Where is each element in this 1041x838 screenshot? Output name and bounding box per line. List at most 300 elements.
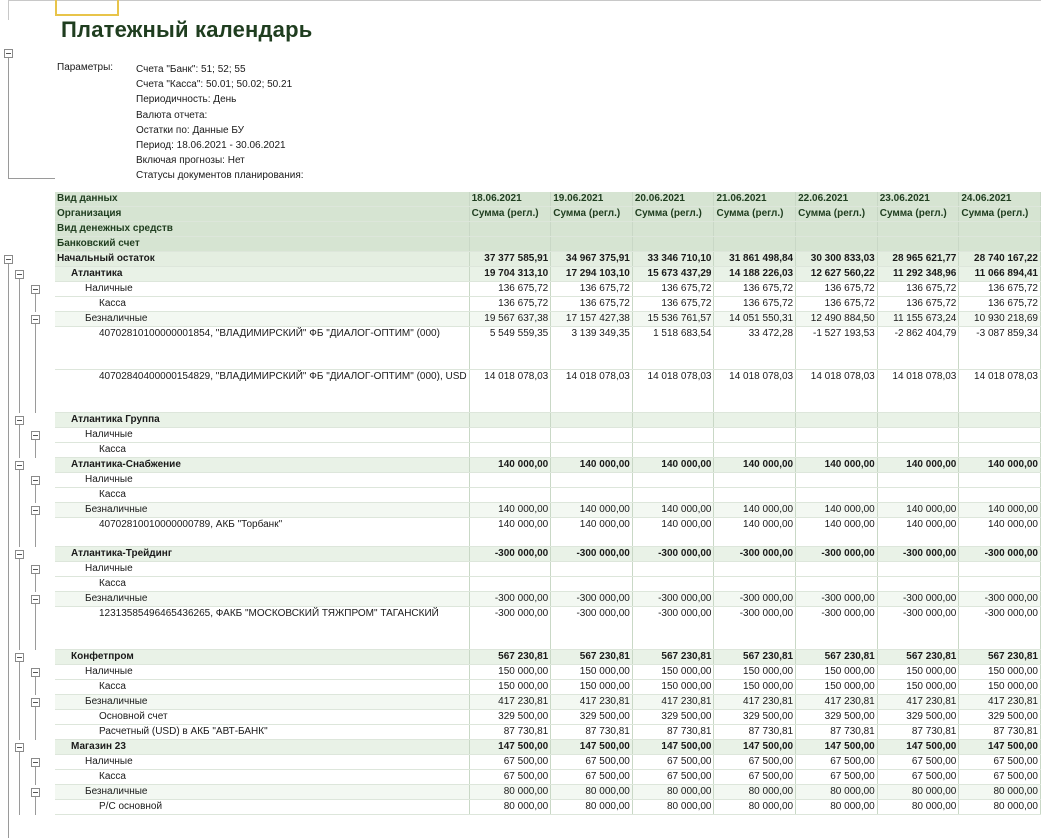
value-cell[interactable]: 80 000,00 [469,800,551,815]
row-label: Магазин 23 [55,740,469,755]
value-cell[interactable] [796,428,878,443]
value-cell[interactable]: 140 000,00 [877,503,959,518]
value-cell[interactable]: 17 294 103,10 [551,267,633,282]
value-cell[interactable]: 140 000,00 [632,458,714,473]
table-row[interactable] [55,770,1041,785]
value-cell[interactable] [551,443,633,458]
value-cell[interactable]: 140 000,00 [959,518,1041,547]
value-cell[interactable]: 140 000,00 [551,518,633,547]
row-label: Начальный остаток [55,252,469,267]
table-row[interactable] [55,577,1041,592]
outline-line [35,327,36,370]
value-cell[interactable]: 150 000,00 [959,680,1041,695]
collapse-params-button[interactable] [4,49,13,58]
value-cell[interactable]: 80 000,00 [959,800,1041,815]
value-cell[interactable]: 14 018 078,03 [877,370,959,413]
value-cell[interactable]: 11 066 894,41 [959,267,1041,282]
value-cell[interactable]: 1 518 683,54 [632,327,714,370]
sum-header: Сумма (регл.) [959,207,1041,222]
header-empty [469,237,551,252]
value-cell[interactable] [551,428,633,443]
value-cell[interactable]: 136 675,72 [551,282,633,297]
value-cell[interactable]: 80 000,00 [714,785,796,800]
opening-balance-row[interactable] [55,252,1041,267]
table-row[interactable] [55,428,1041,443]
value-cell[interactable]: 87 730,81 [796,725,878,740]
row-label: Атлантика Группа [55,413,469,428]
param-line: Счета "Касса": 50.01; 50.02; 50.21 [136,79,293,91]
table-row[interactable] [55,518,1041,547]
date-header: 21.06.2021 [714,192,796,207]
collapse-group-button[interactable] [31,758,40,767]
header-empty [877,237,959,252]
value-cell[interactable] [959,428,1041,443]
collapse-opening-button[interactable] [4,255,13,264]
row-label: Атлантика-Снабжение [55,458,469,473]
value-cell[interactable]: 417 230,81 [469,695,551,710]
value-cell[interactable] [877,413,959,428]
value-cell[interactable]: 80 000,00 [632,800,714,815]
value-cell[interactable]: 150 000,00 [959,665,1041,680]
value-cell[interactable]: 140 000,00 [469,458,551,473]
value-cell[interactable]: 80 000,00 [796,785,878,800]
date-header: 23.06.2021 [877,192,959,207]
value-cell[interactable]: 3 139 349,35 [551,327,633,370]
value-cell[interactable]: 14 018 078,03 [959,370,1041,413]
value-cell[interactable]: 15 536 761,57 [632,312,714,327]
value-cell[interactable] [632,473,714,488]
value-cell[interactable]: 567 230,81 [632,650,714,665]
value-cell[interactable]: 147 500,00 [959,740,1041,755]
collapse-org-button[interactable] [15,743,24,752]
value-cell[interactable]: 147 500,00 [551,740,633,755]
value-cell[interactable]: 14 018 078,03 [469,370,551,413]
header-empty [959,237,1041,252]
row-label: Основной счет [55,710,469,725]
table-row[interactable] [55,413,1041,428]
value-cell[interactable]: 33 346 710,10 [632,252,714,267]
value-cell[interactable] [959,577,1041,592]
value-cell[interactable]: 14 018 078,03 [632,370,714,413]
value-cell[interactable]: 150 000,00 [632,665,714,680]
value-cell[interactable]: 30 300 833,03 [796,252,878,267]
value-cell[interactable]: 28 740 167,22 [959,252,1041,267]
value-cell[interactable]: -300 000,00 [469,547,551,562]
value-cell[interactable]: 11 155 673,24 [877,312,959,327]
value-cell[interactable] [714,562,796,577]
value-cell[interactable]: -300 000,00 [877,607,959,650]
value-cell[interactable]: 19 567 637,38 [469,312,551,327]
value-cell[interactable]: 31 861 498,84 [714,252,796,267]
value-cell[interactable]: -300 000,00 [959,547,1041,562]
value-cell[interactable]: -300 000,00 [714,607,796,650]
table-row[interactable] [55,488,1041,503]
value-cell[interactable]: 80 000,00 [714,800,796,815]
value-cell[interactable]: 67 500,00 [714,770,796,785]
value-cell[interactable]: 567 230,81 [877,650,959,665]
value-cell[interactable]: 417 230,81 [551,695,633,710]
value-cell[interactable] [551,473,633,488]
value-cell[interactable]: -3 087 859,34 [959,327,1041,370]
value-cell[interactable]: 136 675,72 [632,282,714,297]
table-row[interactable] [55,503,1041,518]
value-cell[interactable]: 136 675,72 [877,297,959,312]
value-cell[interactable]: 329 500,00 [632,710,714,725]
value-cell[interactable]: 87 730,81 [551,725,633,740]
value-cell[interactable] [877,473,959,488]
value-cell[interactable]: 140 000,00 [959,503,1041,518]
value-cell[interactable]: 67 500,00 [469,770,551,785]
value-cell[interactable]: -300 000,00 [632,592,714,607]
value-cell[interactable]: 17 157 427,38 [551,312,633,327]
collapse-group-button[interactable] [31,788,40,797]
param-line: Статусы документов планирования: [136,170,304,182]
value-cell[interactable] [714,577,796,592]
value-cell[interactable]: 67 500,00 [877,755,959,770]
selected-cell[interactable] [55,0,119,16]
value-cell[interactable]: 10 930 218,69 [959,312,1041,327]
header-row [55,237,1041,252]
value-cell[interactable]: 140 000,00 [551,458,633,473]
value-cell[interactable]: 136 675,72 [469,282,551,297]
value-cell[interactable]: -300 000,00 [796,592,878,607]
value-cell[interactable] [551,562,633,577]
value-cell[interactable]: 67 500,00 [469,755,551,770]
value-cell[interactable] [877,562,959,577]
outline-line [19,518,20,547]
value-cell[interactable]: 150 000,00 [632,680,714,695]
value-cell[interactable]: 67 500,00 [551,755,633,770]
value-cell[interactable]: 147 500,00 [714,740,796,755]
value-cell[interactable]: 87 730,81 [632,725,714,740]
value-cell[interactable]: 80 000,00 [796,800,878,815]
value-cell[interactable] [551,577,633,592]
value-cell[interactable]: 150 000,00 [469,680,551,695]
outline-line [8,58,9,178]
value-cell[interactable] [714,428,796,443]
value-cell[interactable]: 140 000,00 [877,518,959,547]
value-cell[interactable]: 136 675,72 [714,297,796,312]
value-cell[interactable]: 87 730,81 [714,725,796,740]
collapse-group-button[interactable] [31,285,40,294]
table-row[interactable] [55,680,1041,695]
value-cell[interactable]: 33 472,28 [714,327,796,370]
value-cell[interactable]: 140 000,00 [877,458,959,473]
value-cell[interactable] [877,443,959,458]
value-cell[interactable]: 329 500,00 [551,710,633,725]
value-cell[interactable]: 329 500,00 [877,710,959,725]
value-cell[interactable]: 150 000,00 [469,665,551,680]
table-row[interactable] [55,740,1041,755]
value-cell[interactable] [714,488,796,503]
value-cell[interactable]: 150 000,00 [796,680,878,695]
value-cell[interactable]: 80 000,00 [877,785,959,800]
value-cell[interactable]: 80 000,00 [551,800,633,815]
value-cell[interactable] [796,443,878,458]
table-row[interactable] [55,473,1041,488]
value-cell[interactable] [632,413,714,428]
value-cell[interactable]: 67 500,00 [632,755,714,770]
value-cell[interactable] [469,413,551,428]
value-cell[interactable]: 567 230,81 [469,650,551,665]
value-cell[interactable]: 80 000,00 [959,785,1041,800]
table-row[interactable] [55,297,1041,312]
value-cell[interactable]: 12 490 884,50 [796,312,878,327]
value-cell[interactable]: 67 500,00 [959,770,1041,785]
collapse-group-button[interactable] [31,595,40,604]
value-cell[interactable] [469,443,551,458]
collapse-group-button[interactable] [31,668,40,677]
value-cell[interactable]: 67 500,00 [959,755,1041,770]
value-cell[interactable]: -2 862 404,79 [877,327,959,370]
value-cell[interactable] [632,562,714,577]
table-row[interactable] [55,458,1041,473]
value-cell[interactable] [469,488,551,503]
row-label: Наличные [55,473,469,488]
table-row[interactable] [55,267,1041,282]
table-row[interactable] [55,562,1041,577]
table-row[interactable] [55,800,1041,815]
value-cell[interactable]: 147 500,00 [469,740,551,755]
value-cell[interactable]: 136 675,72 [796,297,878,312]
value-cell[interactable]: -300 000,00 [551,547,633,562]
value-cell[interactable] [796,488,878,503]
value-cell[interactable]: 67 500,00 [714,755,796,770]
table-row[interactable] [55,650,1041,665]
table-row[interactable] [55,607,1041,650]
value-cell[interactable] [469,577,551,592]
value-cell[interactable]: 150 000,00 [877,680,959,695]
value-cell[interactable]: 87 730,81 [469,725,551,740]
value-cell[interactable]: 12 627 560,22 [796,267,878,282]
value-cell[interactable]: 150 000,00 [714,665,796,680]
value-cell[interactable] [714,443,796,458]
value-cell[interactable] [959,473,1041,488]
table-row[interactable] [55,725,1041,740]
value-cell[interactable]: 567 230,81 [796,650,878,665]
value-cell[interactable]: 140 000,00 [632,503,714,518]
value-cell[interactable]: 150 000,00 [877,665,959,680]
value-cell[interactable]: 140 000,00 [469,503,551,518]
value-cell[interactable]: 87 730,81 [959,725,1041,740]
value-cell[interactable]: 14 051 550,31 [714,312,796,327]
value-cell[interactable]: 80 000,00 [551,785,633,800]
value-cell[interactable]: 11 292 348,96 [877,267,959,282]
value-cell[interactable]: -300 000,00 [469,607,551,650]
value-cell[interactable]: 329 500,00 [959,710,1041,725]
outline-line [19,297,20,312]
outline-line [19,503,20,518]
value-cell[interactable]: -300 000,00 [714,592,796,607]
value-cell[interactable]: -300 000,00 [551,592,633,607]
table-row[interactable] [55,665,1041,680]
value-cell[interactable]: 136 675,72 [632,297,714,312]
value-cell[interactable]: 67 500,00 [551,770,633,785]
value-cell[interactable] [469,428,551,443]
value-cell[interactable] [877,428,959,443]
value-cell[interactable]: 140 000,00 [714,518,796,547]
table-row[interactable] [55,547,1041,562]
value-cell[interactable]: -300 000,00 [632,547,714,562]
table-row[interactable] [55,592,1041,607]
value-cell[interactable]: 15 673 437,29 [632,267,714,282]
header-empty [551,237,633,252]
collapse-group-button[interactable] [31,431,40,440]
value-cell[interactable]: 80 000,00 [469,785,551,800]
value-cell[interactable] [551,413,633,428]
value-cell[interactable] [796,577,878,592]
value-cell[interactable]: 80 000,00 [632,785,714,800]
value-cell[interactable] [551,488,633,503]
value-cell[interactable]: -300 000,00 [877,547,959,562]
row-label: Касса [55,488,469,503]
value-cell[interactable] [877,577,959,592]
value-cell[interactable]: 136 675,72 [551,297,633,312]
value-cell[interactable]: 14 188 226,03 [714,267,796,282]
value-cell[interactable] [959,562,1041,577]
collapse-org-button[interactable] [15,550,24,559]
param-line: Период: 18.06.2021 - 30.06.2021 [136,140,286,152]
value-cell[interactable]: -300 000,00 [469,592,551,607]
value-cell[interactable] [469,562,551,577]
value-cell[interactable]: 567 230,81 [714,650,796,665]
value-cell[interactable]: -1 527 193,53 [796,327,878,370]
value-cell[interactable] [714,413,796,428]
value-cell[interactable] [959,443,1041,458]
value-cell[interactable]: 140 000,00 [796,503,878,518]
value-cell[interactable]: -300 000,00 [959,607,1041,650]
value-cell[interactable] [959,413,1041,428]
value-cell[interactable]: 147 500,00 [877,740,959,755]
value-cell[interactable] [796,413,878,428]
value-cell[interactable]: 150 000,00 [551,665,633,680]
value-cell[interactable]: 150 000,00 [796,665,878,680]
value-cell[interactable]: 140 000,00 [551,503,633,518]
row-label: Конфетпром [55,650,469,665]
value-cell[interactable]: -300 000,00 [551,607,633,650]
value-cell[interactable]: 417 230,81 [714,695,796,710]
value-cell[interactable]: -300 000,00 [796,607,878,650]
value-cell[interactable]: 80 000,00 [877,800,959,815]
value-cell[interactable] [959,488,1041,503]
value-cell[interactable]: 67 500,00 [877,770,959,785]
value-cell[interactable]: 417 230,81 [632,695,714,710]
value-cell[interactable]: 67 500,00 [796,770,878,785]
value-cell[interactable]: 28 965 621,77 [877,252,959,267]
value-cell[interactable]: 417 230,81 [877,695,959,710]
value-cell[interactable]: 14 018 078,03 [714,370,796,413]
value-cell[interactable] [714,473,796,488]
outline-line [35,680,36,695]
value-cell[interactable]: -300 000,00 [714,547,796,562]
value-cell[interactable]: 147 500,00 [632,740,714,755]
value-cell[interactable]: 136 675,72 [877,282,959,297]
header-empty [796,237,878,252]
value-cell[interactable] [796,562,878,577]
row-label: 40702810100000001854, "ВЛАДИМИРСКИЙ" ФБ "ДИАЛОГ-ОПТИМ" (000) [55,327,469,370]
value-cell[interactable] [632,488,714,503]
row-label: Наличные [55,282,469,297]
collapse-group-button[interactable] [31,315,40,324]
value-cell[interactable]: 140 000,00 [796,458,878,473]
collapse-group-button[interactable] [31,506,40,515]
value-cell[interactable]: 417 230,81 [959,695,1041,710]
value-cell[interactable]: 67 500,00 [632,770,714,785]
value-cell[interactable] [877,488,959,503]
value-cell[interactable]: 329 500,00 [796,710,878,725]
value-cell[interactable]: 136 675,72 [959,297,1041,312]
value-cell[interactable]: 140 000,00 [469,518,551,547]
value-cell[interactable]: -300 000,00 [632,607,714,650]
value-cell[interactable]: 150 000,00 [714,680,796,695]
value-cell[interactable]: 136 675,72 [714,282,796,297]
table-row[interactable] [55,755,1041,770]
value-cell[interactable]: 417 230,81 [796,695,878,710]
value-cell[interactable]: 5 549 559,35 [469,327,551,370]
table-row[interactable] [55,710,1041,725]
value-cell[interactable]: 140 000,00 [632,518,714,547]
table-row[interactable] [55,785,1041,800]
value-cell[interactable]: -300 000,00 [959,592,1041,607]
table-row[interactable] [55,282,1041,297]
value-cell[interactable] [796,473,878,488]
collapse-org-button[interactable] [15,653,24,662]
collapse-org-button[interactable] [15,416,24,425]
value-cell[interactable]: 136 675,72 [469,297,551,312]
collapse-org-button[interactable] [15,270,24,279]
row-label: 40702810010000000789, АКБ "Торбанк" [55,518,469,547]
value-cell[interactable]: 140 000,00 [714,458,796,473]
value-cell[interactable] [632,443,714,458]
date-header: 20.06.2021 [632,192,714,207]
table-row[interactable] [55,327,1041,370]
value-cell[interactable]: 14 018 078,03 [551,370,633,413]
value-cell[interactable]: 140 000,00 [796,518,878,547]
value-cell[interactable]: 567 230,81 [959,650,1041,665]
table-row[interactable] [55,443,1041,458]
table-row[interactable] [55,695,1041,710]
value-cell[interactable] [632,428,714,443]
value-cell[interactable]: 14 018 078,03 [796,370,878,413]
collapse-org-button[interactable] [15,461,24,470]
value-cell[interactable]: -300 000,00 [877,592,959,607]
value-cell[interactable]: 140 000,00 [714,503,796,518]
value-cell[interactable]: 329 500,00 [469,710,551,725]
value-cell[interactable]: 150 000,00 [551,680,633,695]
value-cell[interactable]: 37 377 585,91 [469,252,551,267]
value-cell[interactable]: -300 000,00 [796,547,878,562]
value-cell[interactable]: 147 500,00 [796,740,878,755]
value-cell[interactable]: 567 230,81 [551,650,633,665]
value-cell[interactable]: 34 967 375,91 [551,252,633,267]
value-cell[interactable]: 19 704 313,10 [469,267,551,282]
value-cell[interactable]: 67 500,00 [796,755,878,770]
table-row[interactable] [55,370,1041,413]
value-cell[interactable] [632,577,714,592]
value-cell[interactable]: 136 675,72 [959,282,1041,297]
collapse-group-button[interactable] [31,698,40,707]
sum-header: Сумма (регл.) [551,207,633,222]
collapse-group-button[interactable] [31,565,40,574]
value-cell[interactable] [469,473,551,488]
collapse-group-button[interactable] [31,476,40,485]
value-cell[interactable]: 87 730,81 [877,725,959,740]
value-cell[interactable]: 136 675,72 [796,282,878,297]
value-cell[interactable]: 329 500,00 [714,710,796,725]
table-row[interactable] [55,312,1041,327]
value-cell[interactable]: 140 000,00 [959,458,1041,473]
outline-line [19,282,20,297]
